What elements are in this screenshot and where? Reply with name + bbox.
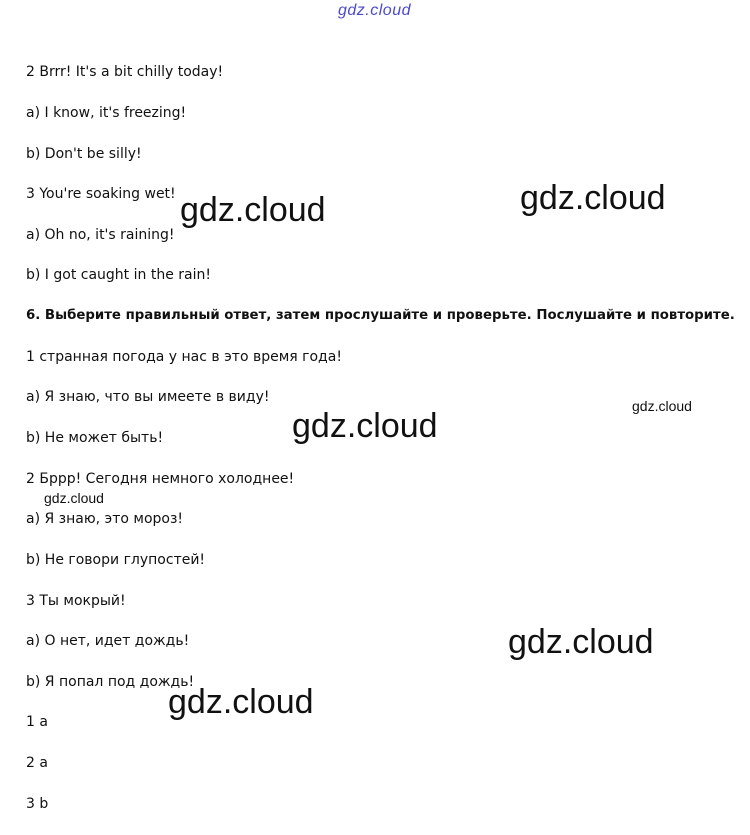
watermark: gdz.cloud (632, 398, 692, 414)
answer-option: a) I know, it's freezing! (26, 105, 187, 121)
dialogue-line: 1 странная погода у нас в это время года! (26, 349, 342, 365)
watermark: gdz.cloud (168, 683, 314, 721)
watermark: gdz.cloud (508, 623, 654, 661)
dialogue-line: 2 Brrr! It's a bit chilly today! (26, 64, 224, 80)
answer-option: b) Не может быть! (26, 430, 164, 446)
exercise-heading: 6. Выберите правильный ответ, затем прослушайте и проверьте. Послушайте и повторите. (26, 308, 735, 323)
answer-option: b) I got caught in the rain! (26, 267, 211, 283)
answer-option: a) О нет, идет дождь! (26, 633, 190, 649)
watermark-top: gdz.cloud (338, 2, 411, 19)
watermark: gdz.cloud (292, 407, 438, 445)
answer-key-item: 3 b (26, 796, 49, 812)
answer-option: b) Don't be silly! (26, 146, 142, 162)
answer-option: a) Я знаю, это мороз! (26, 511, 184, 527)
dialogue-line: 2 Бррр! Сегодня немного холоднее! (26, 471, 295, 487)
answer-option: b) Не говори глупостей! (26, 552, 206, 568)
dialogue-line: 3 You're soaking wet! (26, 186, 176, 202)
answer-key-item: 2 a (26, 755, 48, 771)
watermark: gdz.cloud (520, 179, 666, 217)
answer-option: a) Oh no, it's raining! (26, 227, 175, 243)
dialogue-line: 3 Ты мокрый! (26, 593, 126, 609)
watermark: gdz.cloud (180, 191, 326, 229)
watermark: gdz.cloud (44, 490, 104, 506)
answer-key-item: 1 a (26, 714, 48, 730)
answer-option: a) Я знаю, что вы имеете в виду! (26, 389, 270, 405)
answer-option: b) Я попал под дождь! (26, 674, 195, 690)
